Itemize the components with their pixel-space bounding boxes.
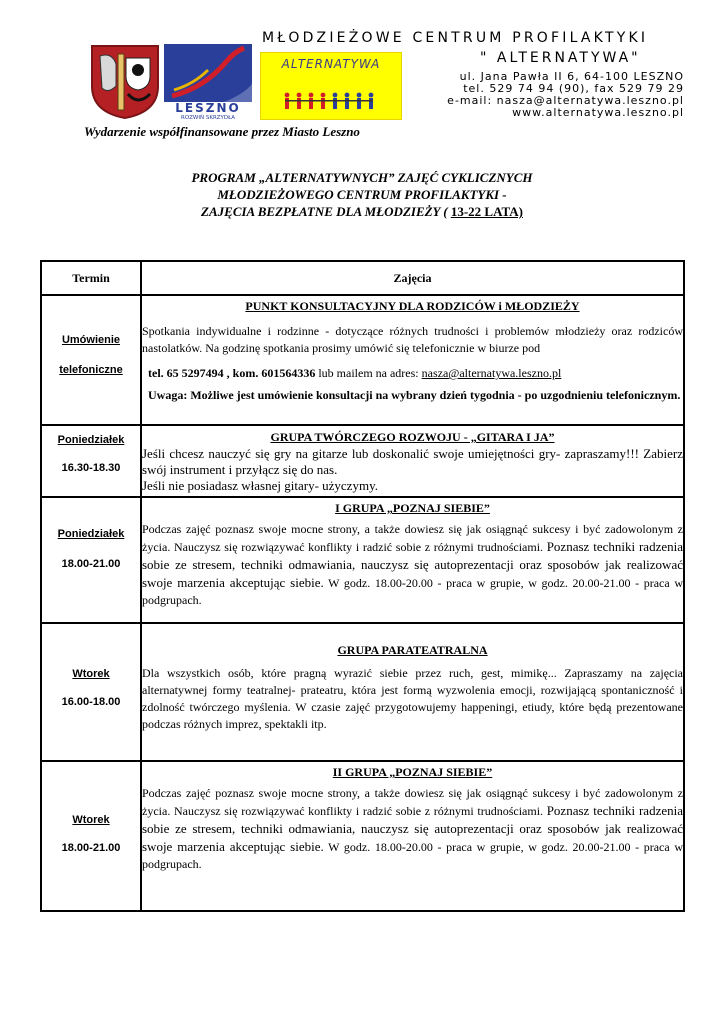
term-day: Umówienie xyxy=(61,334,121,346)
header-activity: Zajęcia xyxy=(141,261,684,295)
title-line-3 xyxy=(0,204,724,220)
activity-text-a: Podczas zajęć poznasz swoje mocne strony, a także dowiesz się jak osiągnąć sukcesy i być zadowolonym z życia. Nauczysz się rozwiązywać konflikty i radzić sobie z różnymi trudnościami. xyxy=(142,522,683,554)
leszno-logo-subtext: ROZWIŃ SKRZYDŁA xyxy=(181,115,235,120)
term-cell xyxy=(41,623,141,761)
activity-cell xyxy=(141,295,684,425)
website[interactable]: www.alternatywa.leszno.pl xyxy=(512,106,684,119)
table-header-row xyxy=(41,261,684,295)
term-day: Poniedziałek xyxy=(57,434,125,446)
term-hours: 16.30-18.30 xyxy=(61,462,121,474)
age-range: 13-22 LATA) xyxy=(450,204,523,219)
leszno-logo-text: LESZNO xyxy=(175,101,241,115)
term-hours: 18.00-21.00 xyxy=(61,842,121,854)
term-day: Wtorek xyxy=(72,668,110,680)
table-row xyxy=(41,761,684,911)
activity-text xyxy=(142,521,683,609)
term-hours: telefoniczne xyxy=(59,364,123,376)
activity-text-a: Podczas zajęć poznasz swoje mocne strony, a także dowiesz się jak osiągnąć sukcesy i być zadowolonym z życia. Nauczysz się rozwiązywać konflikty i radzić sobie z różnymi trudnościami. xyxy=(142,786,683,818)
activity-cell xyxy=(141,761,684,911)
term-day: Poniedziałek xyxy=(57,528,125,540)
mail-prefix: lub mailem na adres: xyxy=(315,366,422,380)
title-line-2: MŁODZIEŻOWEGO CENTRUM PROFILAKTYKI - xyxy=(217,187,507,202)
alternatywa-logo xyxy=(260,52,402,120)
title-line-1: PROGRAM „ALTERNATYWNYCH” ZAJĘĆ CYKLICZNYCH xyxy=(191,170,533,185)
activity-text xyxy=(142,785,683,873)
activity-text: Jeśli chcesz nauczyć się gry na gitarze lub doskonalić swoje umiejętności gry- zapraszamy!!! Zabierz swój instrument i przyłącz się do nas. xyxy=(142,446,683,477)
activity-cell xyxy=(141,497,684,623)
header-term: Termin xyxy=(41,261,141,295)
phone-fax: tel. 529 74 94 (90), fax 529 79 29 xyxy=(463,82,684,95)
term-hours: 16.00-18.00 xyxy=(61,696,121,708)
address: ul. Jana Pawła II 6, 64-100 LESZNO xyxy=(459,70,684,83)
leszno-city-logo xyxy=(164,44,252,120)
program-table xyxy=(40,260,685,912)
activity-heading: PUNKT KONSULTACYJNY DLA RODZICÓW i MŁODZIEŻY xyxy=(245,299,580,313)
term-cell xyxy=(41,295,141,425)
activity-heading: GRUPA PARATEATRALNA xyxy=(337,643,488,657)
people-chain-icon xyxy=(281,91,381,111)
activity-heading: GRUPA TWÓRCZEGO ROZWOJU - „GITARA I JA” xyxy=(270,430,555,444)
activity-heading: II GRUPA „POZNAJ SIEBIE” xyxy=(332,765,493,779)
term-day: Wtorek xyxy=(72,814,110,826)
organization-name: MŁODZIEŻOWE CENTRUM PROFILAKTYKI xyxy=(262,30,649,46)
activity-cell xyxy=(141,623,684,761)
activity-heading: I GRUPA „POZNAJ SIEBIE” xyxy=(335,501,490,515)
activity-text: Dla wszystkich osób, które pragną wyrazić siebie przez ruch, gest, mimikę... Zapraszamy na zajęcia alternatywnej formy teatralnej- prateatru, która jest formą wyzwolenia emocji, rozwijającą spontaniczność i zdolność twórczego myślenia. W czasie zajęć przygotowujemy happeningi, etiudy, które będą prezentowane podczas różnych imprez, spektakli itp. xyxy=(142,666,683,731)
activity-text: Spotkania indywidualne i rodzinne - dotyczące różnych trudności i problemów młodzieży oraz rodziców nastolatków. Na godzinę spotkania prosimy umówić się telefonicznie w biurze pod xyxy=(142,324,683,355)
term-cell xyxy=(41,497,141,623)
activity-text-b: Poznasz techniki radzenia sobie ze stresem, techniki odmawiania, nauczysz się autoprezentacji oraz sposobów jak realizować swoje marzenia akceptując siebie. xyxy=(142,539,684,590)
activity-text-c: W godz. 18.00-20.00 - praca w grupie, w godz. 20.00-21.00 - praca w podgrupach. xyxy=(142,840,683,871)
consultation-phone[interactable]: tel. 65 5297494 , kom. 601564336 xyxy=(148,366,316,380)
consultation-note: Uwaga: Możliwe jest umówienie konsultacji na wybrany dzień tygodnia - po uzgodnieniu telefonicznym. xyxy=(148,388,681,402)
activity-text-c: W godz. 18.00-20.00 - praca w grupie, w godz. 20.00-21.00 - praca w podgrupach. xyxy=(142,576,683,607)
alternatywa-logo-text: ALTERNATYWA xyxy=(281,57,381,71)
term-cell xyxy=(41,761,141,911)
table-row xyxy=(41,425,684,497)
title-line-3-prefix: ZAJĘCIA BEZPŁATNE DLA MŁODZIEŻY ( xyxy=(201,204,451,219)
activity-text-2: Jeśli nie posiadasz własnej gitary- użyczymy. xyxy=(142,478,378,493)
activity-cell xyxy=(141,425,684,497)
leszno-crest-logo xyxy=(88,42,162,120)
cofinance-note: Wydarzenie współfinansowane przez Miasto Leszno xyxy=(84,124,360,139)
table-row xyxy=(41,623,684,761)
header-email[interactable]: e-mail: nasza@alternatywa.leszno.pl xyxy=(447,94,684,107)
term-cell xyxy=(41,425,141,497)
term-hours: 18.00-21.00 xyxy=(61,558,121,570)
organization-name-quoted: " ALTERNATYWA" xyxy=(480,50,641,66)
activity-text-b: Poznasz techniki radzenia sobie ze stresem, techniki odmawiania, nauczysz się autoprezentacji oraz sposobów jak realizować swoje marzenia akceptując siebie. xyxy=(142,803,684,854)
consultation-email-link[interactable]: nasza@alternatywa.leszno.pl xyxy=(421,366,562,380)
table-row xyxy=(41,295,684,425)
table-row xyxy=(41,497,684,623)
